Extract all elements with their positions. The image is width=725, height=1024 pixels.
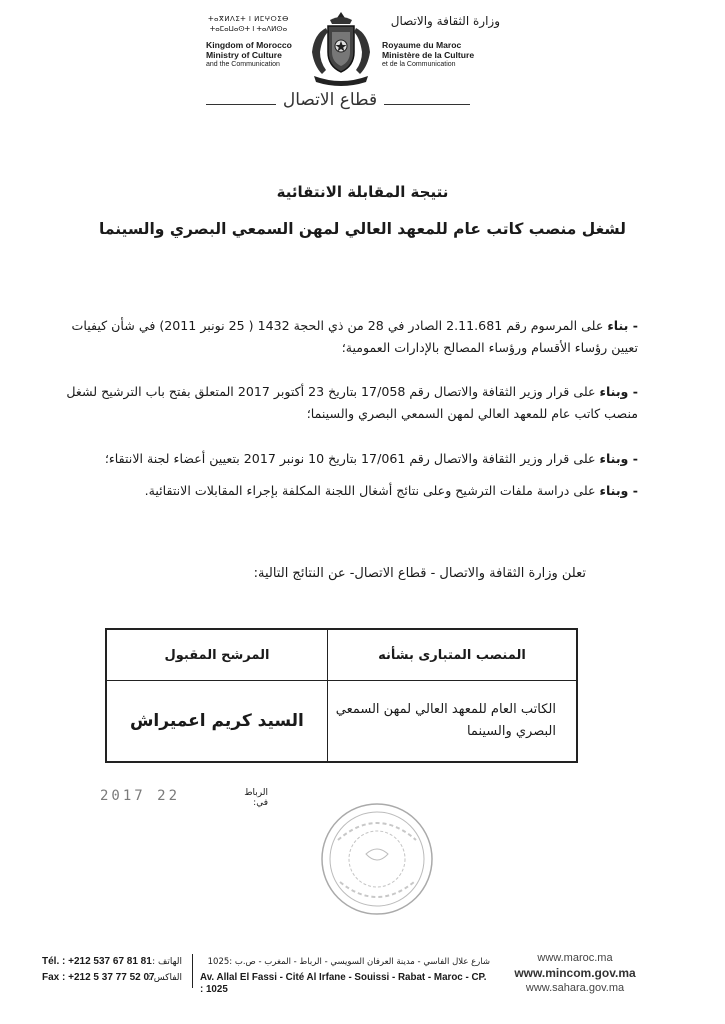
header-divider-right <box>384 104 470 105</box>
footer-tel-label-ar: الهاتف : <box>152 957 182 967</box>
announcement: تعلن وزارة الثقافة والاتصال - قطاع الاتصال- عن النتائج التالية: <box>253 566 586 581</box>
consideration-1-lead: - بناء <box>607 318 638 333</box>
consideration-4-lead: - وبناء <box>599 483 638 498</box>
consideration-4-text: على دراسة ملفات الترشيح وعلى نتائج أشغال اللجنة المكلفة بإجراء المقابلات الانتقائية. <box>144 483 600 498</box>
footer-address-ar: شارع علال الفاسي - مدينة العرفان السويسي - الرباط - المغرب - ص.ب :1025 <box>207 957 490 967</box>
consideration-2-lead: - وبناء <box>599 384 638 399</box>
table-header-row <box>106 629 577 681</box>
footer-fax-label-ar: الفاكس : <box>147 973 182 983</box>
footer-websites <box>505 951 645 996</box>
date-stamp: 2017 22 <box>100 788 181 804</box>
footer-phone-labels-ar <box>140 954 182 986</box>
footer-address: Av. Allal El Fassi - Cité Al Irfane - Souissi - Rabat - Maroc - CP. : 1025 <box>200 972 487 995</box>
header-en-communication: and the Communication <box>206 61 280 68</box>
footer-link-sahara[interactable]: www.sahara.gov.ma <box>525 982 625 994</box>
coat-of-arms-icon <box>300 8 382 90</box>
consideration-3 <box>58 448 638 470</box>
table-row <box>106 681 577 763</box>
footer-link-maroc[interactable]: www.maroc.ma <box>537 952 613 964</box>
document-subtitle: لشغل منصب كاتب عام للمعهد العالي لمهن السمعي البصري والسينما <box>99 220 626 238</box>
header-divider-left <box>206 104 276 105</box>
header-arabic-ministry: وزارة الثقافة والاتصال <box>390 14 500 28</box>
header-tifinagh-line2: ⵜⴰⵎⴰⵡⴰⵙⵜ ⵏ ⵜⴰⴷⵍⵙⴰ <box>209 25 288 33</box>
document-title: نتيجة المقابلة الانتقائية <box>276 183 449 201</box>
consideration-3-lead: - وبناء <box>599 451 638 466</box>
header-tifinagh-line1: ⵜⴰⴳⵍⴷⵉⵜ ⵏ ⵍⵎⵖⵔⵉⴱ <box>208 15 289 23</box>
col-position-header: المنصب المتبارى بشأنه <box>327 629 577 681</box>
official-seal-icon <box>318 800 436 918</box>
consideration-1 <box>58 315 638 359</box>
consideration-2-text: على قرار وزير الثقافة والاتصال رقم 17/058 بتاريخ 23 أكتوبر 2017 المتعلق بفتح باب الترشيح لشغل منصب كاتب عام للمعهد العالي لمهن السمعي البصري والسينما؛ <box>66 384 638 421</box>
header-fr-communication: et de la Communication <box>382 61 456 68</box>
header-fr-ministere: Ministère de la Culture <box>382 50 475 60</box>
results-table <box>105 628 578 763</box>
consideration-4 <box>58 480 638 502</box>
header-sector: قطاع الاتصال <box>282 90 378 110</box>
footer-fax: Fax : +212 5 37 77 52 07 <box>42 972 155 983</box>
position-cell <box>327 681 577 763</box>
consideration-3-text: على قرار وزير الثقافة والاتصال رقم 17/061 بتاريخ 10 نونبر 2017 بتعيين أعضاء لجنة الانتقاء؛ <box>104 451 600 466</box>
consideration-1-text: على المرسوم رقم 2.11.681 الصادر في 28 من ذي الحجة 1432 ( 25 نونبر 2011) في شأن كيفيات تعيين رؤساء الأقسام ورؤساء المصالح بالإدارات العمومية؛ <box>71 318 638 355</box>
col-candidate-header: المرشح المقبول <box>106 629 327 681</box>
header-fr-royaume: Royaume du Maroc <box>382 40 462 50</box>
footer-separator <box>192 954 193 988</box>
header-en-kingdom: Kingdom of Morocco <box>206 40 292 50</box>
place-date-label: الرباط في: <box>244 788 268 808</box>
consideration-2 <box>58 381 638 425</box>
candidate-cell: السيد كريم اعميراش <box>106 681 327 763</box>
footer-tel: Tél. : +212 537 67 81 81 <box>42 956 152 967</box>
position-line-1: الكاتب العام للمعهد العالي لمهن السمعي <box>335 702 556 717</box>
footer-link-mincom[interactable]: www.mincom.gov.ma <box>514 966 636 980</box>
header-french-block <box>382 40 502 70</box>
header-en-ministry: Ministry of Culture <box>206 50 282 60</box>
header-english-block <box>206 40 298 70</box>
position-line-2: البصري والسينما <box>466 724 556 739</box>
